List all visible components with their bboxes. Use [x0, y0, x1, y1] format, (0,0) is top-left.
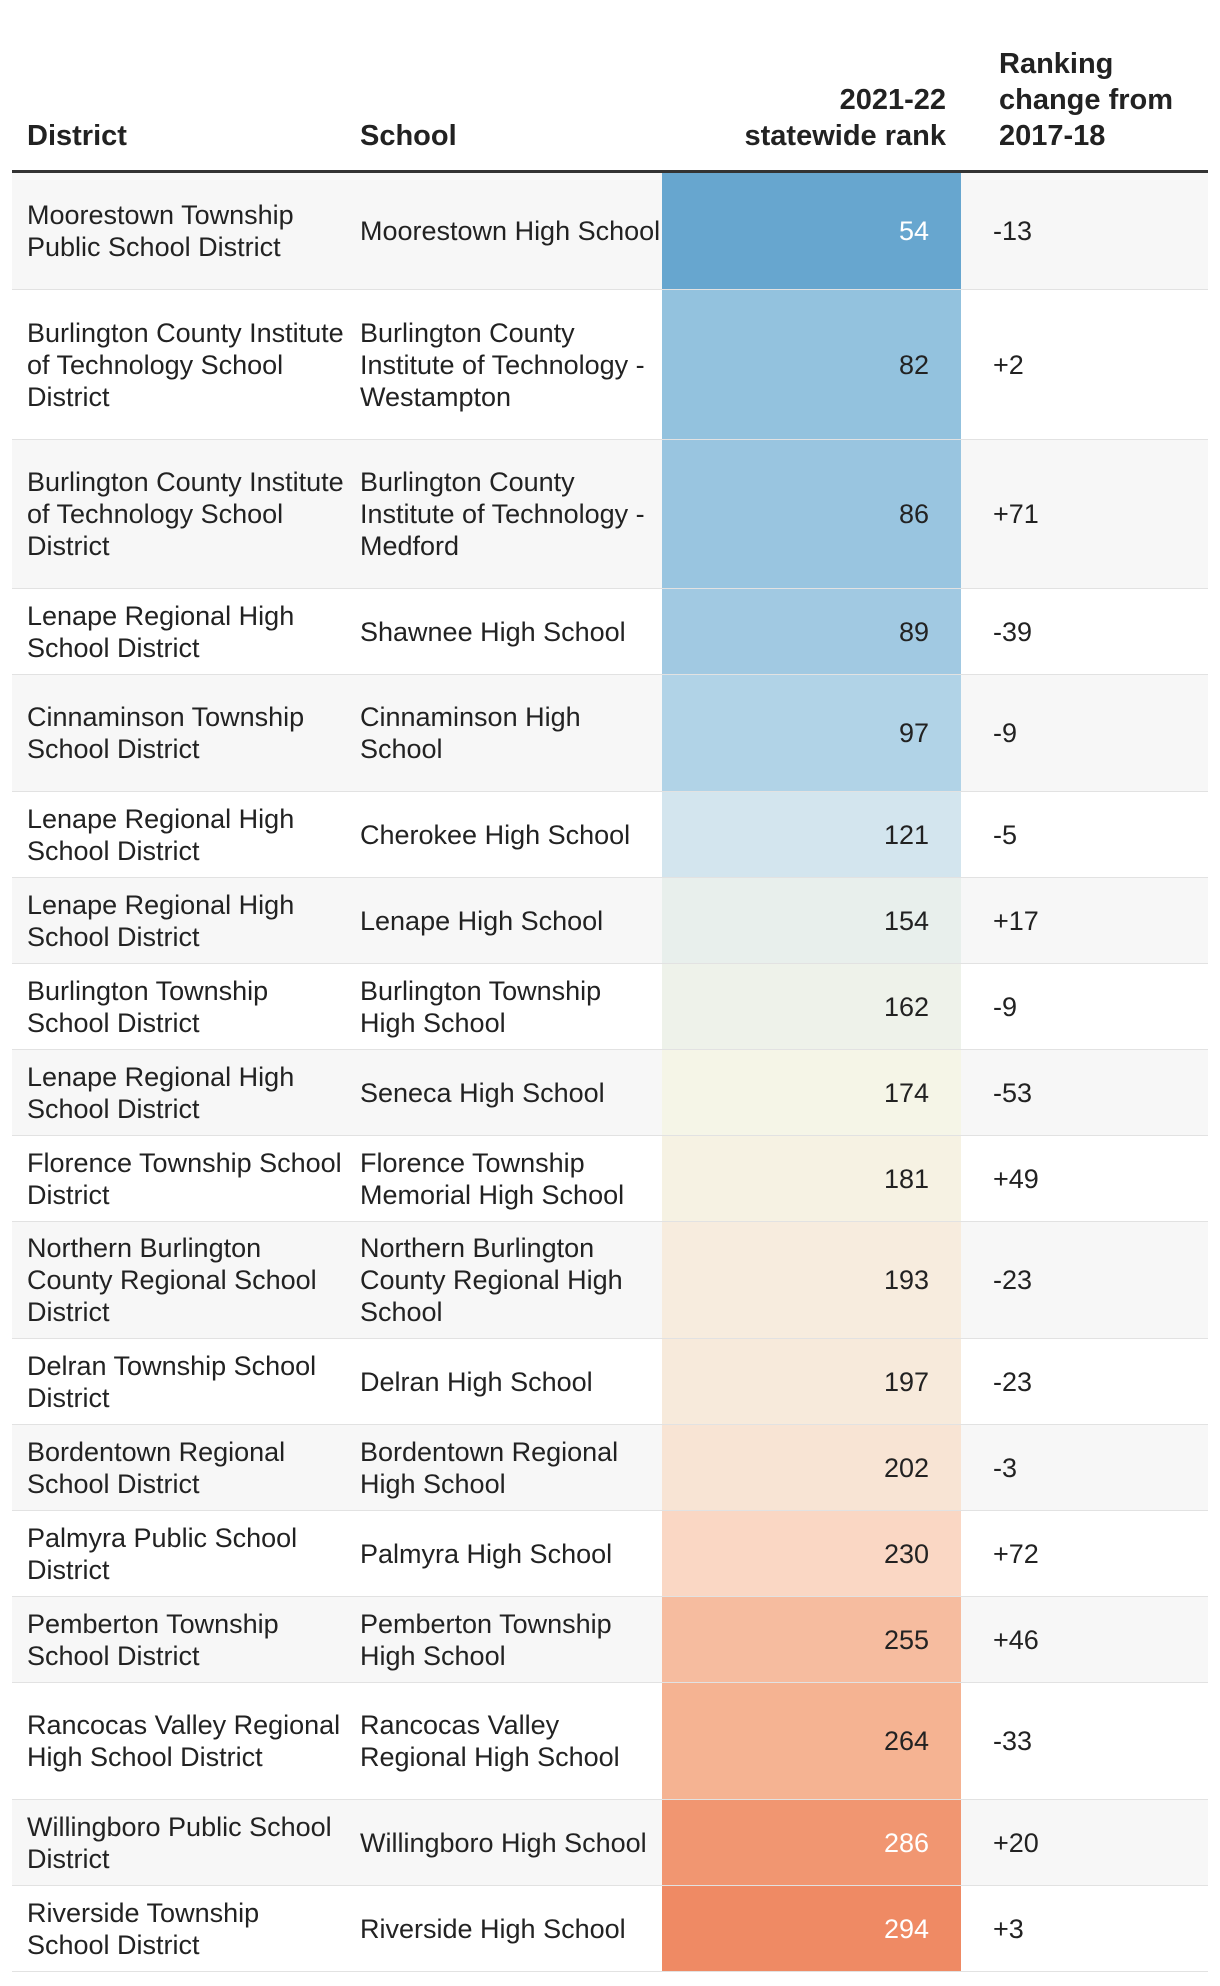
rank-value: 197 [883, 1366, 929, 1397]
district-cell: Moorestown Township Public School District [27, 200, 294, 262]
header-rank [662, 82, 946, 154]
change-cell: +46 [993, 1624, 1039, 1655]
rank-value: 97 [898, 718, 929, 748]
header-rank-line-2: statewide rank [744, 120, 946, 152]
district-cell: Northern Burlington County Regional School District [27, 1233, 317, 1327]
rank-cell [662, 1683, 961, 1799]
table-row [12, 173, 1208, 290]
district-cell: Lenape Regional High School District [27, 803, 295, 866]
rank-cell [662, 792, 961, 877]
rank-value: 181 [883, 1163, 929, 1194]
rank-value: 264 [883, 1726, 929, 1756]
table-row [12, 1511, 1208, 1597]
rank-value: 202 [883, 1452, 929, 1483]
rank-cell [662, 1597, 961, 1682]
school-cell: Rancocas Valley Regional High School [360, 1710, 620, 1772]
table-row [12, 1339, 1208, 1425]
change-cell: -5 [993, 819, 1018, 850]
change-cell: +17 [993, 905, 1039, 936]
district-cell: Riverside Township School District [27, 1897, 260, 1960]
district-cell: Willingboro Public School District [27, 1811, 332, 1874]
district-cell: Burlington Township School District [27, 975, 269, 1038]
rank-value: 162 [883, 991, 929, 1022]
table-row [12, 290, 1208, 440]
rank-cell [662, 1339, 961, 1424]
school-cell: Bordentown Regional High School [360, 1436, 619, 1499]
rank-cell [662, 1800, 961, 1885]
table-row [12, 1222, 1208, 1339]
district-cell: Palmyra Public School District [27, 1522, 298, 1585]
school-cell: Moorestown High School [360, 216, 661, 246]
header-change-line-3: 2017-18 [999, 120, 1106, 152]
school-cell: Burlington County Institute of Technology - Medford [360, 467, 645, 561]
rank-value: 255 [883, 1624, 929, 1655]
header-change-line-2: change from [999, 84, 1174, 116]
district-cell: Delran Township School District [27, 1350, 317, 1413]
change-cell: -3 [993, 1452, 1018, 1483]
district-cell: Rancocas Valley Regional High School District [27, 1710, 341, 1772]
rank-cell [662, 173, 961, 289]
rank-value: 154 [883, 905, 929, 936]
rank-cell [662, 1425, 961, 1510]
school-cell: Pemberton Township High School [360, 1608, 612, 1671]
school-cell: Florence Township Memorial High School [360, 1147, 625, 1210]
rank-value: 174 [883, 1077, 929, 1108]
school-cell: Delran High School [360, 1366, 593, 1397]
table-row [12, 792, 1208, 878]
table-row [12, 1683, 1208, 1800]
header-rank-line-1: 2021-22 [839, 84, 946, 116]
rank-cell [662, 1050, 961, 1135]
rank-value: 82 [898, 349, 929, 380]
district-cell: Bordentown Regional School District [27, 1436, 286, 1499]
table-row [12, 440, 1208, 589]
table-row [12, 1886, 1208, 1972]
table-header [12, 0, 1208, 173]
school-cell: Lenape High School [360, 905, 604, 936]
rank-cell [662, 878, 961, 963]
district-cell: Burlington County Institute of Technology School District [27, 467, 344, 561]
table-body [12, 173, 1208, 1972]
rank-value: 286 [883, 1827, 929, 1858]
change-cell: +20 [993, 1827, 1039, 1858]
header-school: School [360, 120, 457, 152]
change-cell: -33 [993, 1726, 1033, 1756]
change-cell: -9 [993, 991, 1018, 1022]
rank-cell [662, 675, 961, 791]
school-cell: Palmyra High School [360, 1538, 613, 1569]
rank-cell [662, 1136, 961, 1221]
change-cell: -13 [993, 216, 1033, 246]
rankings-table [12, 0, 1208, 1972]
school-cell: Northern Burlington County Regional High School [360, 1233, 623, 1327]
change-cell: +72 [993, 1538, 1039, 1569]
district-cell: Lenape Regional High School District [27, 600, 295, 663]
school-cell: Willingboro High School [360, 1827, 647, 1858]
table-row [12, 878, 1208, 964]
change-cell: -23 [993, 1265, 1033, 1295]
district-cell: Cinnaminson Township School District [27, 702, 305, 764]
header-change-line-1: Ranking [999, 48, 1114, 80]
rank-cell [662, 589, 961, 674]
rank-cell [662, 290, 961, 439]
table-row [12, 1597, 1208, 1683]
header-district: District [27, 120, 127, 152]
rank-value: 193 [883, 1265, 929, 1295]
school-cell: Seneca High School [360, 1077, 605, 1108]
rank-cell [662, 1886, 961, 1971]
school-cell: Riverside High School [360, 1913, 626, 1944]
school-cell: Cherokee High School [360, 819, 631, 850]
rank-value: 230 [883, 1538, 929, 1569]
change-cell: -53 [993, 1077, 1033, 1108]
district-cell: Pemberton Township School District [27, 1608, 279, 1671]
district-cell: Burlington County Institute of Technology School District [27, 317, 344, 412]
change-cell: -23 [993, 1366, 1033, 1397]
change-cell: +49 [993, 1163, 1039, 1194]
rank-value: 294 [883, 1913, 929, 1944]
district-cell: Lenape Regional High School District [27, 1061, 295, 1124]
rank-cell [662, 1222, 961, 1338]
district-cell: Florence Township School District [27, 1147, 342, 1210]
rank-value: 86 [898, 499, 929, 529]
school-cell: Burlington Township High School [360, 975, 602, 1038]
table-row [12, 1050, 1208, 1136]
table-row [12, 1800, 1208, 1886]
rank-cell [662, 1511, 961, 1596]
table-row [12, 589, 1208, 675]
table-row [12, 964, 1208, 1050]
change-cell: +3 [993, 1913, 1024, 1944]
table-row [12, 1136, 1208, 1222]
change-cell: +2 [993, 349, 1024, 380]
district-cell: Lenape Regional High School District [27, 889, 295, 952]
school-cell: Cinnaminson High School [360, 702, 581, 764]
change-cell: -39 [993, 616, 1033, 647]
rank-value: 54 [898, 216, 929, 246]
change-cell: -9 [993, 718, 1018, 748]
school-cell: Shawnee High School [360, 616, 626, 647]
rank-cell [662, 440, 961, 588]
table-row [12, 675, 1208, 792]
rank-cell [662, 964, 961, 1049]
rank-value: 121 [883, 819, 929, 850]
rank-value: 89 [898, 616, 929, 647]
header-change [999, 46, 1199, 154]
change-cell: +71 [993, 499, 1039, 529]
school-cell: Burlington County Institute of Technology - Westampton [360, 317, 645, 412]
table-row [12, 1425, 1208, 1511]
